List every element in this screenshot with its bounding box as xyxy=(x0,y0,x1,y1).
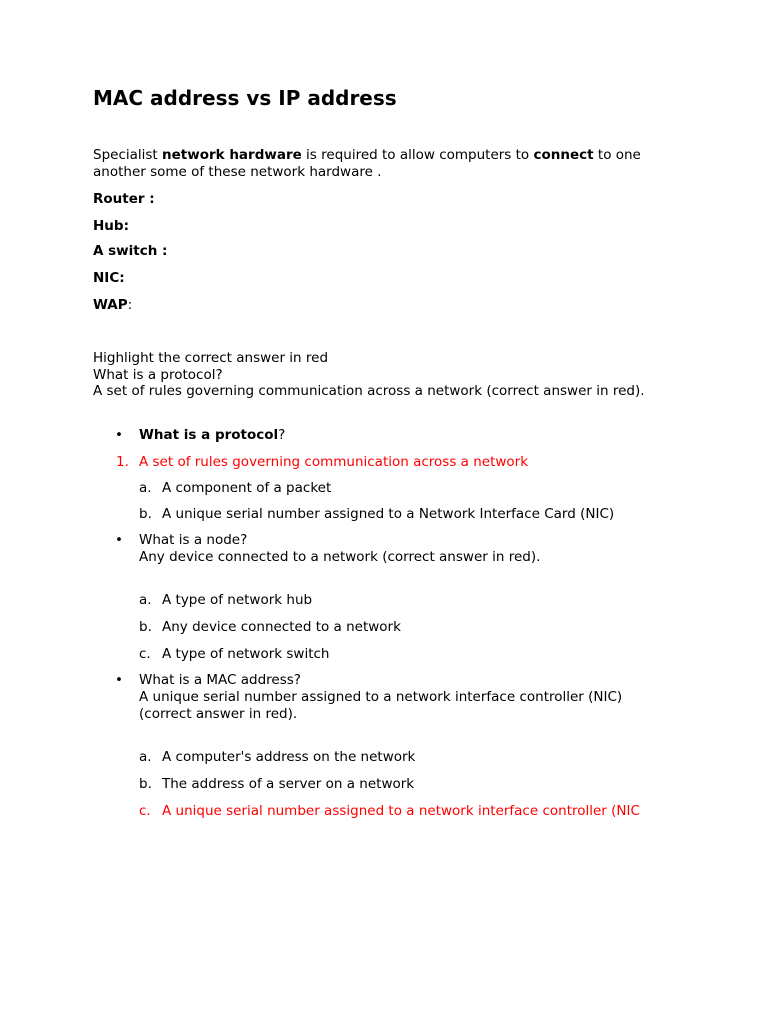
option-marker: c. xyxy=(139,803,151,819)
page-title: MAC address vs IP address xyxy=(93,86,397,110)
question-note: A unique serial number assigned to a network interface controller (NIC) xyxy=(139,689,623,705)
option-marker: b. xyxy=(139,776,152,792)
option-text: A type of network switch xyxy=(162,646,330,662)
option-marker: a. xyxy=(139,592,152,608)
intro-text: is required to allow computers to xyxy=(301,147,534,163)
option-marker: b. xyxy=(139,619,152,635)
hardware-wap-label: WAP: xyxy=(93,297,133,313)
option-text: A type of network hub xyxy=(162,592,313,608)
bullet-marker: • xyxy=(115,672,123,688)
option-text: Any device connected to a network xyxy=(162,619,401,635)
intro-text: to one xyxy=(593,147,641,163)
intro-bold-connect: connect xyxy=(533,147,594,163)
correct-answer-mac-address: A unique serial number assigned to a network interface controller (NIC xyxy=(162,803,640,819)
option-marker: a. xyxy=(139,480,152,496)
option-marker: b. xyxy=(139,506,152,522)
option-text: A computer's address on the network xyxy=(162,749,416,765)
intro-line-1 xyxy=(93,147,641,164)
option-text: A component of a packet xyxy=(162,480,332,496)
option-text: The address of a server on a network xyxy=(162,776,415,792)
correct-answer-protocol: A set of rules governing communication across a network xyxy=(139,454,529,470)
option-marker: a. xyxy=(139,749,152,765)
hardware-hub-label: Hub: xyxy=(93,218,129,234)
bullet-marker: • xyxy=(115,427,123,443)
bullet-marker: • xyxy=(115,532,123,548)
question-note: Any device connected to a network (correct answer in red). xyxy=(139,549,541,565)
hardware-nic-label: NIC: xyxy=(93,270,125,286)
question-mac-address: What is a MAC address? xyxy=(139,672,301,688)
instruction-line: A set of rules governing communication across a network (correct answer in red). xyxy=(93,383,645,399)
instruction-line: Highlight the correct answer in red xyxy=(93,350,329,366)
intro-text: Specialist xyxy=(93,147,163,163)
question-note: (correct answer in red). xyxy=(139,706,298,722)
question-protocol: What is a protocol? xyxy=(139,427,286,443)
intro-bold-network-hardware: network hardware xyxy=(162,147,302,163)
question-node: What is a node? xyxy=(139,532,248,548)
hardware-router-label: Router : xyxy=(93,191,155,207)
instruction-line: What is a protocol? xyxy=(93,367,223,383)
option-text: A unique serial number assigned to a Network Interface Card (NIC) xyxy=(162,506,615,522)
intro-line-2: another some of these network hardware . xyxy=(93,164,382,180)
hardware-switch-label: A switch : xyxy=(93,243,168,259)
option-marker: c. xyxy=(139,646,151,662)
numbered-marker: 1. xyxy=(116,454,129,470)
